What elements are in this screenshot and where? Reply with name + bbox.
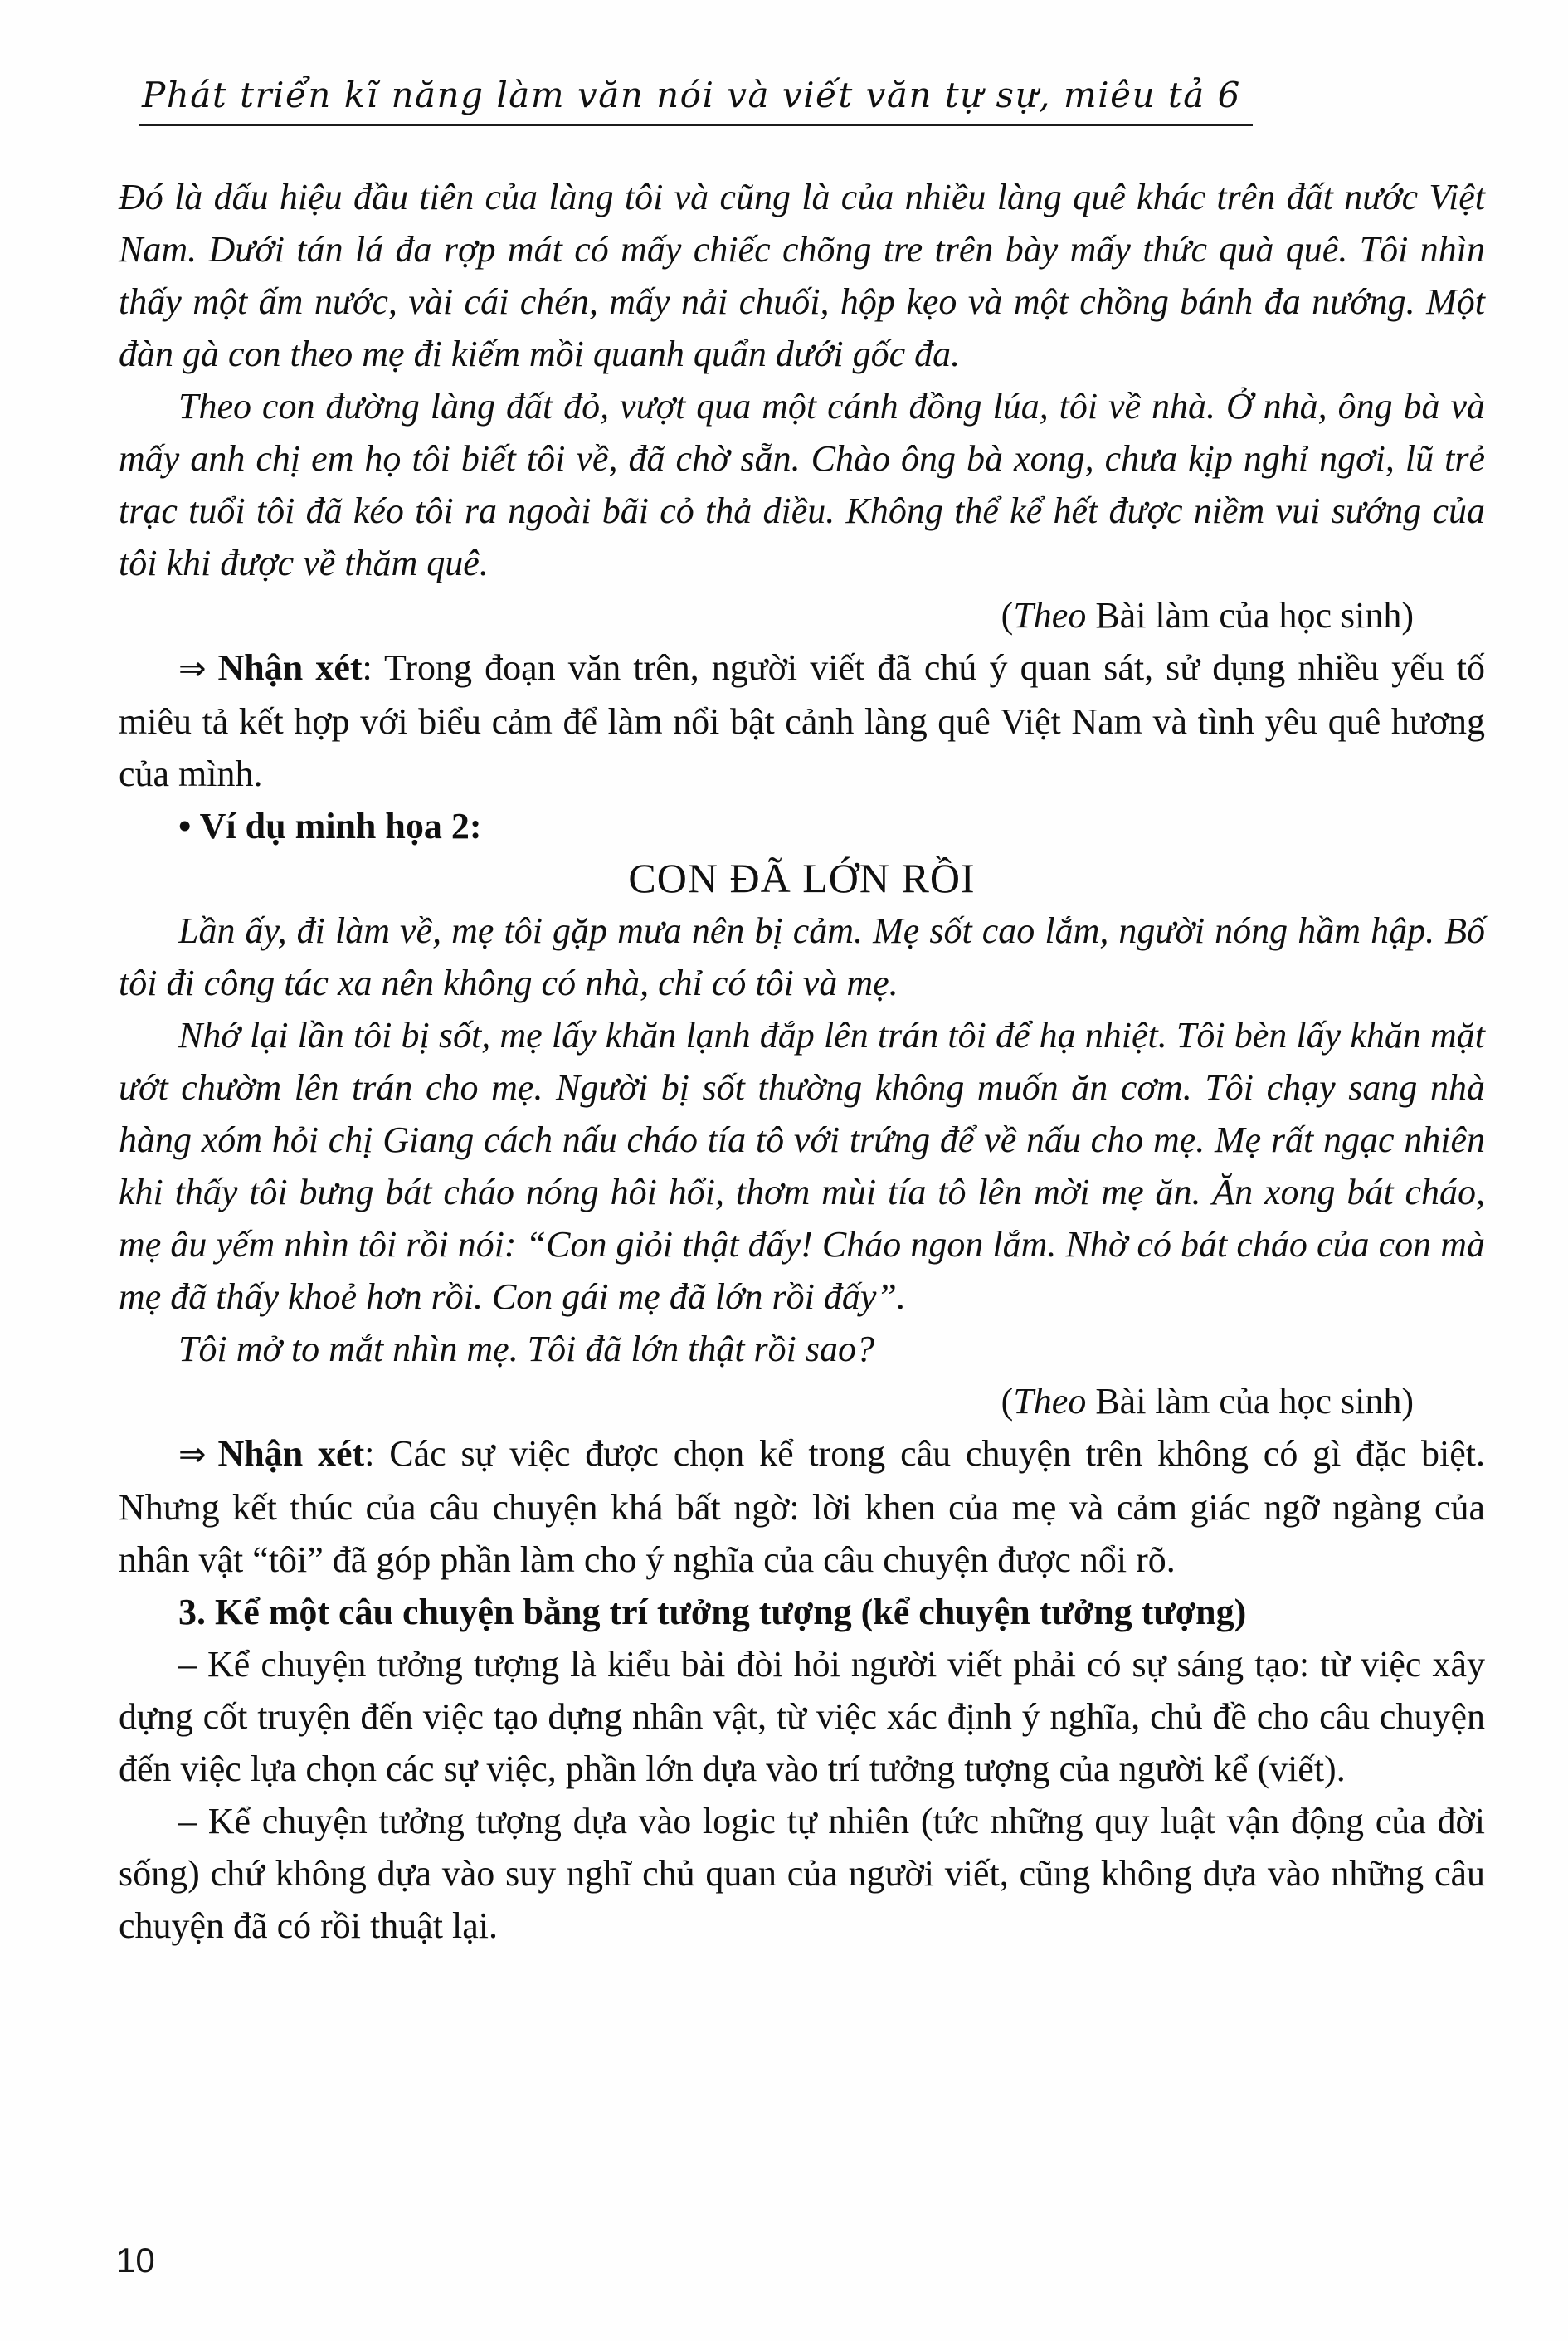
remark-body: : Các sự việc được chọn kể trong câu chuyện trên không có gì đặc biệt. Nhưng kết thúc của câu chuyện khá bất ngờ: lời khen của mẹ và cảm giác ngỡ ngàng của nhân vật “tôi” đã góp phần làm cho ý nghĩa của câu chuyện được nổi rõ.	[119, 1433, 1485, 1580]
page-number: 10	[116, 2241, 155, 2280]
example-heading-label: Ví dụ minh họa 2:	[199, 806, 482, 846]
running-header	[139, 75, 1485, 126]
attribution-rest: Bài làm của học sinh)	[1086, 595, 1414, 636]
quote-paragraph-1: Đó là dấu hiệu đầu tiên của làng tôi và cũng là của nhiều làng quê khác trên đất nước Việt Nam. Dưới tán lá đa rợp mát có mấy chiếc chõng tre trên bày mấy thức quà quê. Tôi nhìn thấy một ấm nước, vài cái chén, mấy nải chuối, hộp kẹo và một chồng bánh đa nướng. Một đàn gà con theo mẹ đi kiếm mồi quanh quẩn dưới gốc đa.	[119, 177, 1485, 374]
attribution-line-2	[119, 1375, 1485, 1427]
remark-paragraph-2	[119, 1427, 1485, 1586]
example-heading	[119, 800, 1485, 852]
story-paragraph-1: Lần ấy, đi làm về, mẹ tôi gặp mưa nên bị cảm. Mẹ sốt cao lắm, người nóng hầm hập. Bố tôi đi công tác xa nên không có nhà, chỉ có tôi và mẹ.	[119, 910, 1485, 1003]
attribution-open-paren: (	[1001, 1381, 1014, 1422]
bullet-icon: •	[178, 806, 192, 846]
story-title: CON ĐÃ LỚN RỒI	[628, 855, 976, 901]
story-paragraph-3: Tôi mở to mắt nhìn mẹ. Tôi đã lớn thật rồi sao?	[178, 1329, 875, 1369]
page-body	[119, 171, 1485, 1952]
remark-paragraph-1	[119, 641, 1485, 800]
attribution-rest: Bài làm của học sinh)	[1086, 1381, 1414, 1422]
story-paragraph-2: Nhớ lại lần tôi bị sốt, mẹ lấy khăn lạnh đắp lên trán tôi để hạ nhiệt. Tôi bèn lấy khăn mặt ướt chườm lên trán cho mẹ. Người bị sốt thường không muốn ăn cơm. Tôi chạy sang nhà hàng xóm hỏi chị Giang cách nấu cháo tía tô với trứng để về nấu cho mẹ. Mẹ rất ngạc nhiên khi thấy tôi bưng bát cháo nóng hôi hổi, thơm mùi tía tô lên mời mẹ ăn. Ăn xong bát cháo, mẹ âu yếm nhìn tôi rồi nói: “Con giỏi thật đấy! Cháo ngon lắm. Nhờ có bát cháo của con mà mẹ đã thấy khoẻ hơn rồi. Con gái mẹ đã lớn rồi đấy”.	[119, 1015, 1485, 1317]
attribution-source: Theo	[1013, 595, 1087, 636]
body-paragraph-imagination-1: – Kể chuyện tưởng tượng là kiểu bài đòi hỏi người viết phải có sự sáng tạo: từ việc xây dựng cốt truyện đến việc tạo dựng nhân vật, từ việc xác định ý nghĩa, chủ đề cho câu chuyện đến việc lựa chọn các sự việc, phần lớn dựa vào trí tưởng tượng của người kể (viết).	[119, 1644, 1485, 1789]
remark-label: Nhận xét	[217, 1433, 365, 1474]
running-header-title: Phát triển kĩ năng làm văn nói và viết văn tự sự, miêu tả 6	[139, 75, 1253, 126]
attribution-open-paren: (	[1001, 595, 1014, 636]
body-paragraph-imagination-2: – Kể chuyện tưởng tượng dựa vào logic tự nhiên (tức những quy luật vận động của đời sống) chứ không dựa vào suy nghĩ chủ quan của người viết, cũng không dựa vào những câu chuyện đã có rồi thuật lại.	[119, 1801, 1485, 1946]
section-heading-3: 3. Kể một câu chuyện bằng trí tưởng tượng (kể chuyện tưởng tượng)	[178, 1592, 1247, 1632]
quote-paragraph-2: Theo con đường làng đất đỏ, vượt qua một cánh đồng lúa, tôi về nhà. Ở nhà, ông bà và mấy anh chị em họ tôi biết tôi về, đã chờ sẵn. Chào ông bà xong, chưa kịp nghỉ ngơi, lũ trẻ trạc tuổi tôi đã kéo tôi ra ngoài bãi cỏ thả diều. Không thể kể hết được niềm vui sướng của tôi khi được về thăm quê.	[119, 386, 1485, 583]
remark-label: Nhận xét	[217, 647, 363, 688]
attribution-source: Theo	[1013, 1381, 1087, 1422]
double-arrow-icon: ⇒	[178, 650, 207, 688]
attribution-line-1	[119, 589, 1485, 641]
double-arrow-icon: ⇒	[178, 1436, 207, 1474]
remark-body: : Trong đoạn văn trên, người viết đã chú ý quan sát, sử dụng nhiều yếu tố miêu tả kết hợp với biểu cảm để làm nổi bật cảnh làng quê Việt Nam và tình yêu quê hương của mình.	[119, 647, 1485, 794]
